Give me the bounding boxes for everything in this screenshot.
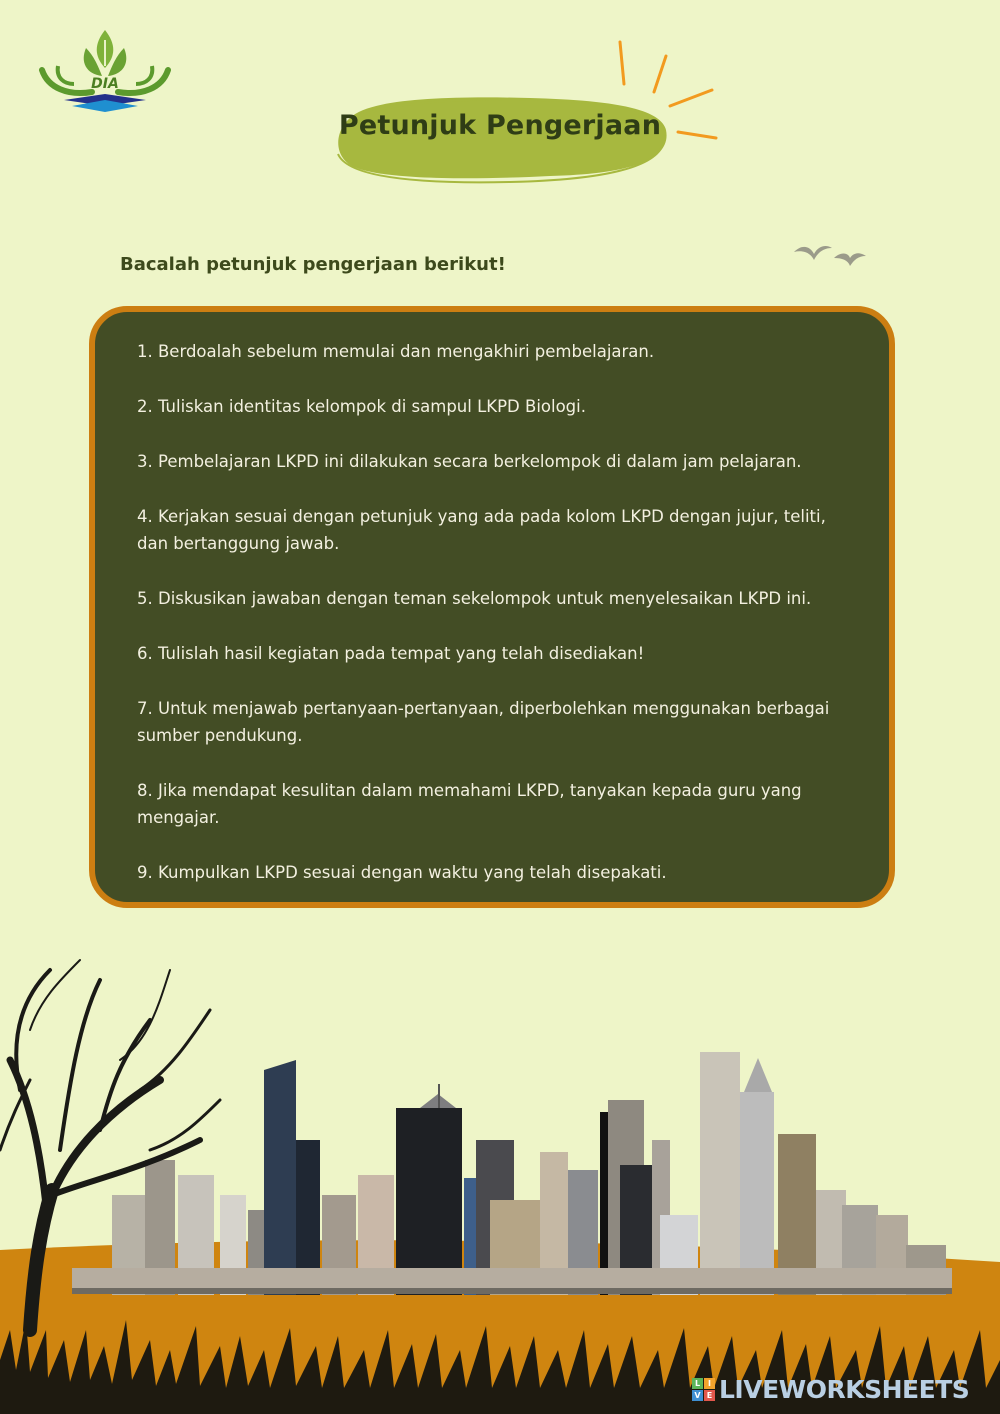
instructions-board <box>89 306 895 908</box>
watermark-letter: I <box>704 1378 715 1389</box>
city-skyline <box>72 1052 952 1295</box>
instruction-item: 1. Berdoalah sebelum memulai dan mengakhiri pembelajaran. <box>137 342 655 361</box>
watermark-text: LIVEWORKSHEETS <box>719 1374 970 1404</box>
instruction-item: 9. Kumpulkan LKPD sesuai dengan waktu yang telah disepakati. <box>137 863 667 882</box>
instruction-item: 3. Pembelajaran LKPD ini dilakukan secara berkelompok di dalam jam pelajaran. <box>137 452 802 471</box>
instruction-item: 8. Jika mendapat kesulitan dalam memahami LKPD, tanyakan kepada guru yang mengajar. <box>137 781 802 827</box>
city-landscape-illustration <box>0 940 1000 1414</box>
instruction-item: 7. Untuk menjawab pertanyaan-pertanyaan, diperbolehkan menggunakan berbagai sumber pendukung. <box>137 699 830 745</box>
watermark-letter: E <box>704 1390 715 1401</box>
instruction-item: 2. Tuliskan identitas kelompok di sampul LKPD Biologi. <box>137 397 586 416</box>
page-title: Petunjuk Pengerjaan <box>338 110 662 141</box>
instructions-list <box>95 312 889 886</box>
instruction-item: 6. Tulislah hasil kegiatan pada tempat yang telah disediakan! <box>137 644 645 663</box>
instructions-subtitle: Bacalah petunjuk pengerjaan berikut! <box>120 254 506 275</box>
liveworksheets-watermark <box>692 1374 992 1404</box>
logo-text: DIA <box>91 76 119 92</box>
watermark-letter: L <box>692 1378 703 1389</box>
instruction-item: 4. Kerjakan sesuai dengan petunjuk yang ada pada kolom LKPD dengan jujur, teliti, dan bertanggung jawab. <box>137 507 826 553</box>
watermark-letter: V <box>692 1390 703 1401</box>
title-badge <box>330 88 670 184</box>
birds-decoration <box>790 238 870 272</box>
instruction-item: 5. Diskusikan jawaban dengan teman sekelompok untuk menyelesaikan LKPD ini. <box>137 589 812 608</box>
school-logo <box>34 26 176 116</box>
watermark-logo-icon <box>692 1378 715 1401</box>
